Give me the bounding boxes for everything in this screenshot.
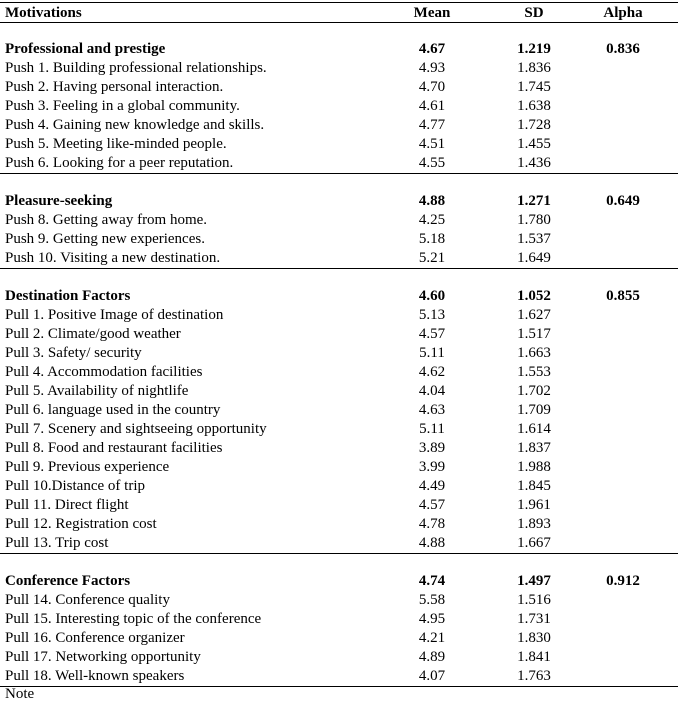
table-row bbox=[0, 534, 678, 553]
item-label: Pull 4. Accommodation facilities bbox=[5, 364, 203, 380]
item-mean: 4.57 bbox=[418, 497, 446, 513]
table-row bbox=[0, 135, 678, 154]
table-row bbox=[0, 325, 678, 344]
item-mean: 4.95 bbox=[418, 611, 446, 627]
item-mean: 5.11 bbox=[419, 345, 445, 361]
table-row bbox=[0, 249, 678, 268]
item-label: Pull 14. Conference quality bbox=[5, 592, 170, 608]
item-label: Pull 12. Registration cost bbox=[5, 516, 157, 532]
item-mean: 4.55 bbox=[418, 155, 446, 171]
item-mean: 5.11 bbox=[419, 421, 445, 437]
group-sd: 1.052 bbox=[517, 288, 551, 304]
item-label: Pull 8. Food and restaurant facilities bbox=[5, 440, 223, 456]
item-sd: 1.780 bbox=[517, 212, 551, 228]
item-mean: 4.07 bbox=[418, 668, 446, 684]
group-alpha: 0.912 bbox=[606, 573, 640, 589]
table-row bbox=[0, 401, 678, 420]
group-alpha: 0.649 bbox=[606, 193, 640, 209]
table-row bbox=[0, 610, 678, 629]
item-mean: 5.58 bbox=[418, 592, 446, 608]
item-sd: 1.709 bbox=[517, 402, 551, 418]
item-mean: 3.89 bbox=[418, 440, 446, 456]
top-rule bbox=[0, 2, 678, 3]
item-label: Pull 5. Availability of nightlife bbox=[5, 383, 189, 399]
table-row bbox=[0, 78, 678, 97]
group-divider bbox=[0, 173, 678, 174]
table-row bbox=[0, 116, 678, 135]
item-label: Pull 10.Distance of trip bbox=[5, 478, 145, 494]
group-alpha: 0.855 bbox=[606, 288, 640, 304]
item-sd: 1.614 bbox=[517, 421, 551, 437]
item-sd: 1.845 bbox=[517, 478, 551, 494]
item-sd: 1.745 bbox=[517, 79, 551, 95]
item-mean: 4.51 bbox=[418, 136, 446, 152]
item-mean: 4.88 bbox=[418, 535, 446, 551]
item-label: Push 3. Feeling in a global community. bbox=[5, 98, 240, 114]
table-row bbox=[0, 591, 678, 610]
group-divider bbox=[0, 268, 678, 269]
table-row bbox=[0, 382, 678, 401]
table-row bbox=[0, 211, 678, 230]
item-sd: 1.836 bbox=[517, 60, 551, 76]
table-row bbox=[0, 515, 678, 534]
item-mean: 4.78 bbox=[418, 516, 446, 532]
item-sd: 1.436 bbox=[517, 155, 551, 171]
item-mean: 4.93 bbox=[418, 60, 446, 76]
item-sd: 1.553 bbox=[517, 364, 551, 380]
item-label: Pull 18. Well-known speakers bbox=[5, 668, 185, 684]
header-alpha: Alpha bbox=[603, 5, 643, 21]
item-sd: 1.516 bbox=[517, 592, 551, 608]
item-mean: 4.04 bbox=[418, 383, 446, 399]
item-mean: 4.77 bbox=[418, 117, 446, 133]
table-row bbox=[0, 363, 678, 382]
group-header-row bbox=[0, 572, 678, 591]
item-label: Push 2. Having personal interaction. bbox=[5, 79, 224, 95]
item-label: Push 10. Visiting a new destination. bbox=[5, 250, 221, 266]
item-label: Pull 1. Positive Image of destination bbox=[5, 307, 224, 323]
item-sd: 1.649 bbox=[517, 250, 551, 266]
item-label: Pull 3. Safety/ security bbox=[5, 345, 142, 361]
item-label: Pull 13. Trip cost bbox=[5, 535, 109, 551]
group-header-row bbox=[0, 40, 678, 59]
item-label: Pull 6. language used in the country bbox=[5, 402, 221, 418]
item-mean: 4.62 bbox=[418, 364, 446, 380]
item-sd: 1.537 bbox=[517, 231, 551, 247]
item-mean: 4.70 bbox=[418, 79, 446, 95]
header-motivations: Motivations bbox=[5, 5, 82, 21]
table-row bbox=[0, 306, 678, 325]
group-alpha: 0.836 bbox=[606, 41, 640, 57]
item-label: Pull 9. Previous experience bbox=[5, 459, 170, 475]
table-row bbox=[0, 629, 678, 648]
item-mean: 4.57 bbox=[418, 326, 446, 342]
group-name: Pleasure-seeking bbox=[5, 193, 113, 209]
table-row bbox=[0, 154, 678, 173]
table-note: Note bbox=[5, 686, 35, 702]
group-sd: 1.497 bbox=[517, 573, 551, 589]
item-mean: 4.25 bbox=[418, 212, 446, 228]
group-header-row bbox=[0, 287, 678, 306]
group-name: Destination Factors bbox=[5, 288, 131, 304]
item-sd: 1.837 bbox=[517, 440, 551, 456]
table-row bbox=[0, 344, 678, 363]
group-header-row bbox=[0, 192, 678, 211]
group-mean: 4.60 bbox=[418, 288, 446, 304]
item-label: Push 9. Getting new experiences. bbox=[5, 231, 205, 247]
item-sd: 1.763 bbox=[517, 668, 551, 684]
bottom-rule bbox=[0, 686, 678, 687]
table-row bbox=[0, 648, 678, 667]
item-sd: 1.893 bbox=[517, 516, 551, 532]
item-label: Pull 11. Direct flight bbox=[5, 497, 129, 513]
item-sd: 1.663 bbox=[517, 345, 551, 361]
group-divider bbox=[0, 553, 678, 554]
table-row bbox=[0, 230, 678, 249]
table-row bbox=[0, 477, 678, 496]
group-mean: 4.67 bbox=[418, 41, 446, 57]
item-sd: 1.728 bbox=[517, 117, 551, 133]
item-label: Pull 2. Climate/good weather bbox=[5, 326, 181, 342]
item-sd: 1.455 bbox=[517, 136, 551, 152]
item-label: Push 5. Meeting like-minded people. bbox=[5, 136, 227, 152]
item-sd: 1.638 bbox=[517, 98, 551, 114]
group-mean: 4.88 bbox=[418, 193, 446, 209]
item-mean: 4.61 bbox=[418, 98, 446, 114]
item-label: Pull 17. Networking opportunity bbox=[5, 649, 201, 665]
item-sd: 1.988 bbox=[517, 459, 551, 475]
item-mean: 4.49 bbox=[418, 478, 446, 494]
item-label: Pull 7. Scenery and sightseeing opportunity bbox=[5, 421, 267, 437]
item-sd: 1.961 bbox=[517, 497, 551, 513]
item-sd: 1.517 bbox=[517, 326, 551, 342]
table-row bbox=[0, 496, 678, 515]
item-label: Push 6. Looking for a peer reputation. bbox=[5, 155, 234, 171]
table-row bbox=[0, 97, 678, 116]
item-sd: 1.830 bbox=[517, 630, 551, 646]
item-mean: 4.63 bbox=[418, 402, 446, 418]
table-row bbox=[0, 667, 678, 686]
header-row bbox=[0, 4, 678, 23]
group-name: Professional and prestige bbox=[5, 41, 166, 57]
group-name: Conference Factors bbox=[5, 573, 131, 589]
item-mean: 3.99 bbox=[418, 459, 446, 475]
table-row bbox=[0, 458, 678, 477]
group-sd: 1.271 bbox=[517, 193, 551, 209]
item-label: Push 8. Getting away from home. bbox=[5, 212, 208, 228]
item-sd: 1.841 bbox=[517, 649, 551, 665]
item-sd: 1.627 bbox=[517, 307, 551, 323]
table-row bbox=[0, 439, 678, 458]
item-mean: 5.13 bbox=[418, 307, 446, 323]
item-mean: 4.89 bbox=[418, 649, 446, 665]
header-rule bbox=[0, 22, 678, 23]
table-row bbox=[0, 420, 678, 439]
item-sd: 1.702 bbox=[517, 383, 551, 399]
item-label: Push 1. Building professional relationships. bbox=[5, 60, 267, 76]
item-sd: 1.731 bbox=[517, 611, 551, 627]
item-mean: 4.21 bbox=[418, 630, 446, 646]
item-mean: 5.18 bbox=[418, 231, 446, 247]
item-label: Pull 15. Interesting topic of the conference bbox=[5, 611, 262, 627]
item-label: Push 4. Gaining new knowledge and skills. bbox=[5, 117, 265, 133]
header-sd: SD bbox=[524, 5, 544, 21]
item-mean: 5.21 bbox=[418, 250, 446, 266]
item-label: Pull 16. Conference organizer bbox=[5, 630, 185, 646]
table-row bbox=[0, 59, 678, 78]
header-mean: Mean bbox=[413, 5, 451, 21]
item-sd: 1.667 bbox=[517, 535, 551, 551]
group-sd: 1.219 bbox=[517, 41, 551, 57]
group-mean: 4.74 bbox=[418, 573, 446, 589]
